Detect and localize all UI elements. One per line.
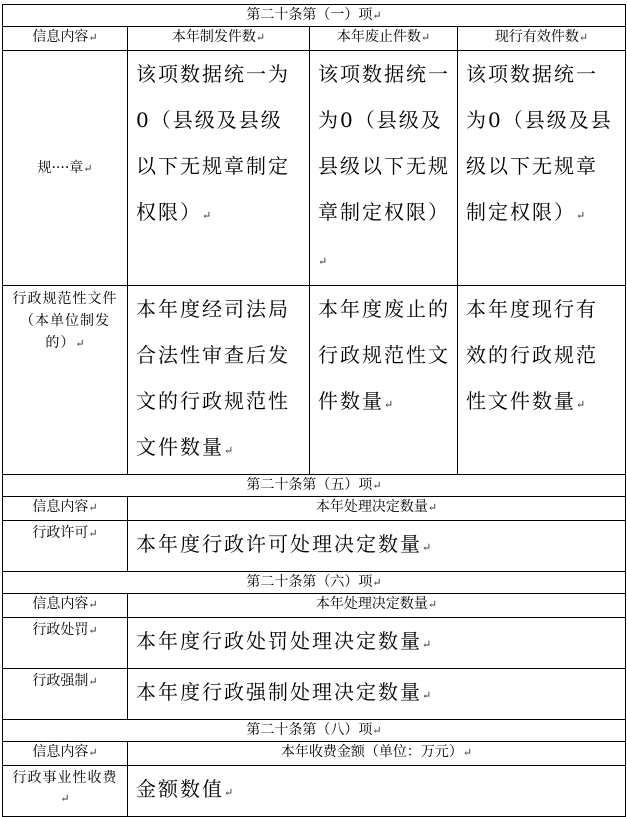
admin-fees-value: 金额数值↵ [128,766,626,817]
row-label-normative-documents: 行政规范性文件（本单位制发的）↵ [3,286,128,475]
section-title-1: 第二十条第（一）项↵ [3,5,626,27]
row-label-admin-license: 行政许可↵ [3,521,128,572]
section5-header-value: 本年处理决定数量↵ [128,497,626,521]
disclosure-table [2,4,626,817]
admin-enforcement-value: 本年度行政强制处理决定数量↵ [128,669,626,720]
normative-repealed-cell: 本年度废止的行政规范性文件数量↵ [310,286,458,475]
section-title-5: 第二十条第（五）项↵ [3,475,626,497]
section-title-6: 第二十条第（六）项↵ [3,572,626,594]
section8-header-label: 信息内容↵ [3,742,128,766]
row-label-admin-penalty: 行政处罚↵ [3,618,128,669]
admin-license-value: 本年度行政许可处理决定数量↵ [128,521,626,572]
header-info-content: 信息内容↵ [3,27,128,51]
regulations-issued-cell: 该项数据统一为0（县级及县级以下无规章制定权限）↵ [128,51,310,286]
section-title-8: 第二十条第（八）项↵ [3,720,626,742]
section8-header-value: 本年收费金额（单位：万元）↵ [128,742,626,766]
row-label-admin-fees: 行政事业性收费↵ [3,766,128,817]
regulations-repealed-cell: 该项数据统一为0（县级及县级以下无规章制定权限）↵ [310,51,458,286]
regulations-valid-cell: 该项数据统一为0（县级及县级以下无规章制定权限）↵ [458,51,626,286]
section6-header-label: 信息内容↵ [3,594,128,618]
admin-penalty-value: 本年度行政处罚处理决定数量↵ [128,618,626,669]
section6-header-value: 本年处理决定数量↵ [128,594,626,618]
row-label-regulations: 规····章↵ [3,51,128,286]
header-repealed-count: 本年废止件数↵ [310,27,458,51]
normative-issued-cell: 本年度经司法局合法性审查后发文的行政规范性文件数量↵ [128,286,310,475]
normative-valid-cell: 本年度现行有效的行政规范性文件数量↵ [458,286,626,475]
section5-header-label: 信息内容↵ [3,497,128,521]
header-issued-count: 本年制发件数↵ [128,27,310,51]
row-label-admin-enforcement: 行政强制↵ [3,669,128,720]
header-valid-count: 现行有效件数↵ [458,27,626,51]
